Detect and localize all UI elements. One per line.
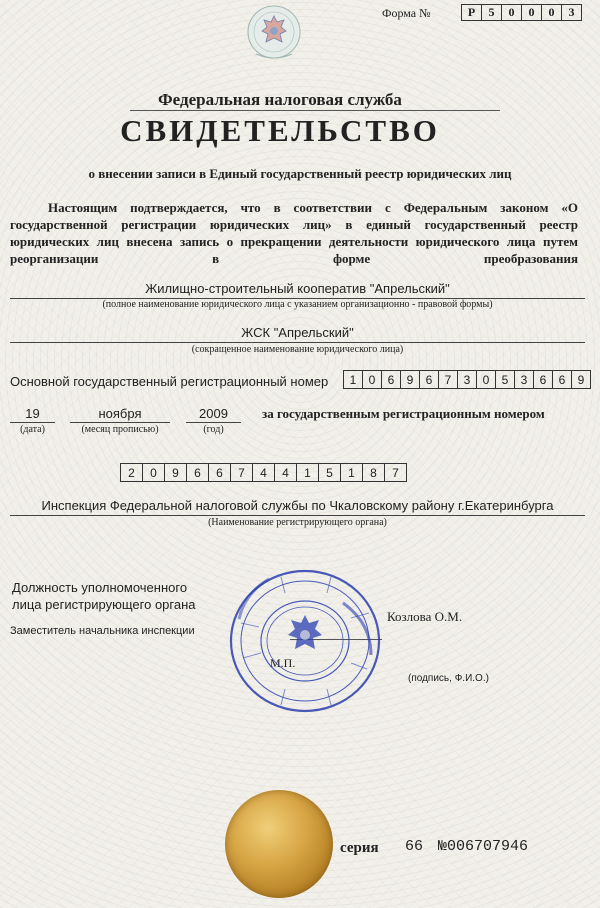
date-day: 19 xyxy=(10,406,55,423)
document-number: №006707946 xyxy=(438,838,529,855)
date-month-caption: (месяц прописью) xyxy=(81,424,159,435)
service-name: Федеральная налоговая служба xyxy=(158,90,402,109)
divider xyxy=(130,110,500,111)
mp-label: М.П. xyxy=(270,656,296,670)
ogrn-digit: 5 xyxy=(496,371,515,388)
reg-digit: 7 xyxy=(392,465,399,480)
series-number: 66 xyxy=(405,838,424,855)
entity-full-name: Жилищно-строительный кооператив "Апрельский" xyxy=(10,281,585,299)
form-number-label: Форма № xyxy=(382,6,431,20)
ogrn-label: Основной государственный регистрационный номер xyxy=(10,374,329,389)
official-position: Заместитель начальника инспекции xyxy=(10,625,195,637)
ogrn-digit: 0 xyxy=(477,371,496,388)
ogrn-digit: 3 xyxy=(458,371,477,388)
form-code-char: 3 xyxy=(568,5,575,19)
document-title: СВИДЕТЕЛЬСТВО xyxy=(120,113,440,148)
entity-short-name: ЖСК "Апрельский" xyxy=(10,325,585,343)
ogrn-digit: 9 xyxy=(577,372,585,387)
ogrn-digit: 3 xyxy=(515,371,534,388)
reg-digit: 4 xyxy=(253,464,275,481)
position-label-line: лица регистрирующего органа xyxy=(12,597,196,612)
reg-digit: 0 xyxy=(143,464,165,481)
ogrn-digit: 7 xyxy=(439,371,458,388)
series-label: серия xyxy=(340,840,379,856)
reg-digit: 4 xyxy=(275,464,297,481)
form-code-char: 0 xyxy=(542,5,562,20)
date-year: 2009 xyxy=(186,406,241,423)
reg-number-label: за государственным регистрационным номером xyxy=(262,406,545,421)
form-code-char: 0 xyxy=(522,5,542,20)
authority-name: Инспекция Федеральной налоговой службы по Чкаловскому району г.Екатеринбурга xyxy=(10,498,585,516)
reg-digit: 6 xyxy=(187,464,209,481)
authority-caption: (Наименование регистрирующего органа) xyxy=(208,517,387,528)
reg-digit: 5 xyxy=(319,464,341,481)
certification-paragraph: Настоящим подтверждается, что в соответствии с Федеральным законом «О государственной регистрации юридических лиц» в единый государственный реестр юридических лиц внесена запись о прекращении деятельности юридического лица путем реорганизации в форме преобразования xyxy=(10,200,578,266)
official-position-label xyxy=(12,579,196,613)
document-subtitle: о внесении записи в Единый государственный реестр юридических лиц xyxy=(88,166,512,181)
ogrn-digit: 9 xyxy=(401,371,420,388)
gold-hologram-seal xyxy=(225,790,333,898)
ogrn-digit: 6 xyxy=(553,371,572,388)
date-year-caption: (год) xyxy=(203,424,224,435)
position-label-line: Должность уполномоченного xyxy=(12,580,188,595)
signature-caption: (подпись, Ф.И.О.) xyxy=(408,673,489,684)
form-code-char: 5 xyxy=(482,5,502,20)
date-month: ноября xyxy=(70,406,170,423)
ogrn-boxes xyxy=(343,370,591,389)
entity-short-name-caption: (сокращенное наименование юридического лица) xyxy=(191,344,404,355)
form-code-char: Р xyxy=(462,5,482,20)
reg-number-boxes xyxy=(120,463,407,482)
entity-full-name-caption: (полное наименование юридического лица с указанием организационно - правовой формы) xyxy=(102,299,493,310)
ogrn-digit: 6 xyxy=(420,371,439,388)
ogrn-digit: 6 xyxy=(534,371,553,388)
coat-of-arms-icon xyxy=(246,2,302,64)
reg-digit: 6 xyxy=(209,464,231,481)
ogrn-digit: 0 xyxy=(363,371,382,388)
reg-digit: 2 xyxy=(121,464,143,481)
reg-digit: 1 xyxy=(297,464,319,481)
ogrn-digit: 6 xyxy=(382,371,401,388)
official-stamp-icon xyxy=(221,563,391,718)
reg-digit: 8 xyxy=(363,464,385,481)
form-code-char: 0 xyxy=(502,5,522,20)
signatory-name: Козлова О.М. xyxy=(387,609,463,624)
reg-digit: 7 xyxy=(231,464,253,481)
reg-digit: 9 xyxy=(165,464,187,481)
reg-digit: 1 xyxy=(341,464,363,481)
form-code-boxes xyxy=(461,4,582,21)
date-day-caption: (дата) xyxy=(20,424,45,435)
ogrn-digit: 1 xyxy=(344,371,363,388)
